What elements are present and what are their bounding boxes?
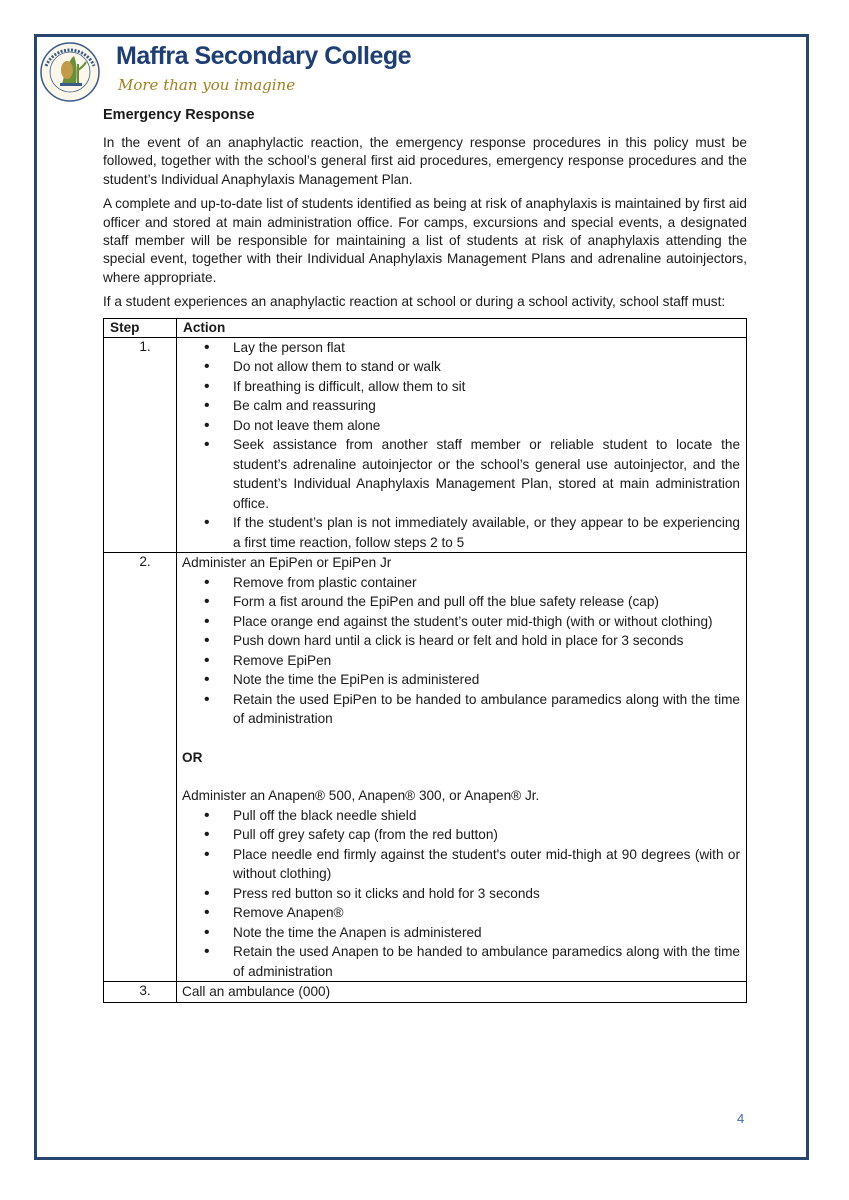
- paragraph: In the event of an anaphylactic reaction, the emergency response procedures in this policy must be followed, together with the school’s general first aid procedures, emergency response procedures and the student’s Individual Anaphylaxis Management Plan.: [103, 135, 747, 187]
- list-item: • Lay the person flat: [182, 338, 740, 358]
- list-item: • Pull off the black needle shield: [182, 806, 740, 826]
- bullet-list: [182, 806, 740, 982]
- list-item: • Note the time the Anapen is administered: [182, 923, 740, 943]
- list-item: • Pull off grey safety cap (from the red button): [182, 825, 740, 845]
- list-item: • Place needle end firmly against the student's outer mid-thigh at 90 degrees (with or without clothing): [182, 845, 740, 884]
- action-cell: [177, 553, 747, 982]
- action-column-header: Action: [177, 318, 747, 337]
- list-item: • Press red button so it clicks and hold for 3 seconds: [182, 884, 740, 904]
- table-row: [104, 553, 747, 982]
- college-tagline: More than you imagine: [118, 76, 296, 94]
- paragraph: A complete and up-to-date list of students identified as being at risk of anaphylaxis is maintained by first aid officer and stored at main administration office. For camps, excursions and special events, a designated staff member will be responsible for maintaining a list of students at risk of anaphylaxis attending the special event, together with their Individual Anaphylaxis Management Plans and adrenaline autoinjectors, where appropriate.: [103, 196, 747, 285]
- table-row: [104, 337, 747, 553]
- section-heading: Emergency Response: [103, 107, 255, 123]
- table-header-row: [104, 318, 747, 337]
- list-item: • Be calm and reassuring: [182, 396, 740, 416]
- page-number: 4: [737, 1111, 745, 1126]
- call-ambulance-text: Call an ambulance (000): [182, 984, 331, 1000]
- list-item: • Form a fist around the EpiPen and pull off the blue safety release (cap): [182, 592, 740, 612]
- action-cell: [177, 337, 747, 553]
- list-item: • If the student’s plan is not immediately available, or they appear to be experiencing a first time reaction, follow steps 2 to 5: [182, 513, 740, 552]
- list-item: • Remove EpiPen: [182, 651, 740, 671]
- bullet-list: [182, 338, 740, 553]
- list-item: • Place orange end against the student’s outer mid-thigh (with or without clothing): [182, 612, 740, 632]
- or-label: OR: [182, 749, 203, 765]
- anapen-intro: Administer an Anapen® 500, Anapen® 300, or Anapen® Jr.: [182, 788, 540, 804]
- list-item: • Retain the used EpiPen to be handed to ambulance paramedics along with the time of administration: [182, 690, 740, 729]
- step-column-header: Step: [104, 318, 177, 337]
- list-item: • Push down hard until a click is heard or felt and hold in place for 3 seconds: [182, 631, 740, 651]
- step-number-cell: 2.: [104, 553, 177, 982]
- action-cell: [177, 982, 747, 1003]
- paragraph: If a student experiences an anaphylactic reaction at school or during a school activity, school staff must:: [103, 294, 726, 310]
- list-item: • Seek assistance from another staff member or reliable student to locate the student’s adrenaline autoinjector or the school’s general use autoinjector, and the student’s Individual Anaphylaxis Management Plan, stored at main administration office.: [182, 435, 740, 513]
- college-name: Maffra Secondary College: [116, 42, 412, 70]
- list-item: • If breathing is difficult, allow them to sit: [182, 377, 740, 397]
- step-number-cell: 1.: [104, 337, 177, 553]
- list-item: • Do not allow them to stand or walk: [182, 357, 740, 377]
- table-row: [104, 982, 747, 1003]
- list-item: • Note the time the EpiPen is administered: [182, 670, 740, 690]
- list-item: • Remove from plastic container: [182, 573, 740, 593]
- step-number-cell: 3.: [104, 982, 177, 1003]
- epipen-intro: Administer an EpiPen or EpiPen Jr: [182, 555, 392, 571]
- emergency-steps-table: [103, 318, 747, 1003]
- list-item: • Do not leave them alone: [182, 416, 740, 436]
- list-item: • Retain the used Anapen to be handed to ambulance paramedics along with the time of administration: [182, 942, 740, 981]
- bullet-list: [182, 573, 740, 729]
- college-seal-logo: [38, 40, 108, 104]
- list-item: • Remove Anapen®: [182, 903, 740, 923]
- document-body: [103, 105, 747, 1003]
